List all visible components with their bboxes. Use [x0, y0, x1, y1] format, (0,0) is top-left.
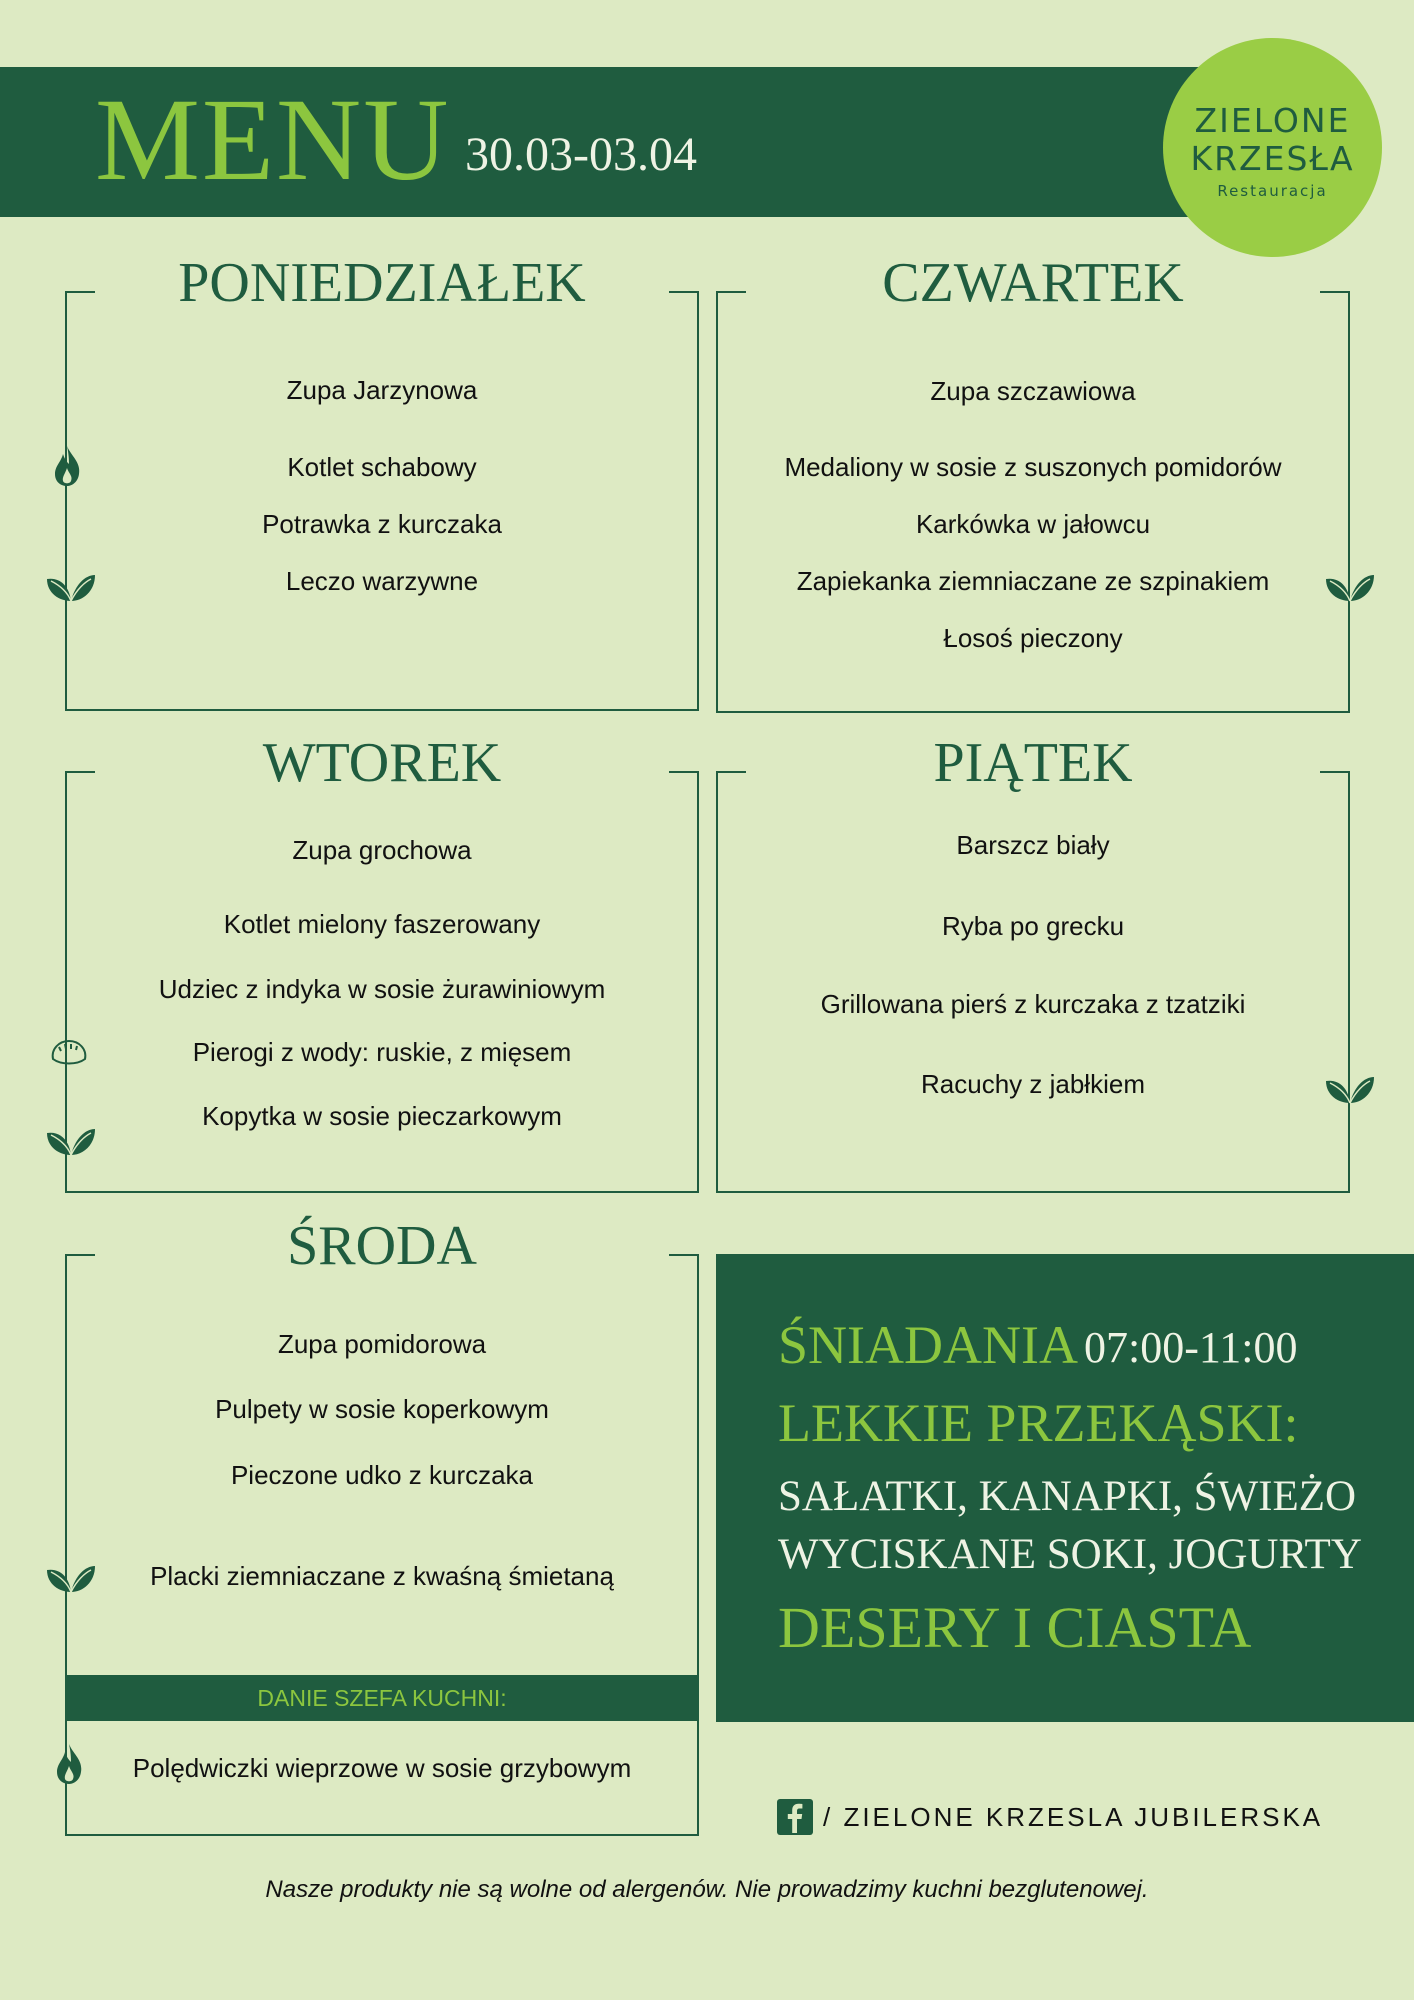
leaf-icon — [1324, 569, 1376, 603]
snacks-label: LEKKIE PRZEKĄSKI: — [778, 1393, 1299, 1453]
allergen-note: Nasze produkty nie są wolne od alergenów. Nie prowadzimy kuchni bezglutenowej. — [265, 1876, 1149, 1903]
thursday-box — [716, 252, 1350, 713]
leaf-icon — [45, 1123, 97, 1157]
wednesday-item: Placki ziemniaczane z kwaśną śmietaną — [150, 1561, 614, 1591]
logo-line-3: Restauracja — [1217, 182, 1328, 200]
thursday-item: Zupa szczawiowa — [930, 376, 1136, 406]
facebook-icon — [777, 1799, 813, 1835]
tuesday-item: Kotlet mielony faszerowany — [223, 909, 541, 939]
restaurant-logo — [1163, 38, 1382, 257]
friday-box — [716, 732, 1350, 1193]
friday-item: Grillowana pierś z kurczaka z tzatziki — [820, 989, 1246, 1019]
tuesday-item: Udziec z indyka w sosie żurawiniowym — [158, 974, 606, 1004]
chef-special-label: DANIE SZEFA KUCHNI: — [67, 1675, 697, 1721]
breakfast-label: ŚNIADANIA — [778, 1315, 1078, 1375]
wednesday-item: Pulpety w sosie koperkowym — [215, 1394, 549, 1424]
thursday-item: Karkówka w jałowcu — [915, 509, 1151, 539]
wednesday-title: ŚRODA — [287, 1215, 477, 1277]
tuesday-title: WTOREK — [262, 732, 502, 794]
wednesday-item: Zupa pomidorowa — [277, 1329, 487, 1359]
friday-title: PIĄTEK — [933, 732, 1133, 794]
snacks-line-1: SAŁATKI, KANAPKI, ŚWIEŻO — [778, 1473, 1357, 1520]
monday-title: PONIEDZIAŁEK — [178, 252, 586, 314]
menu-dates: 30.03-03.04 — [465, 128, 697, 181]
thursday-item: Łosoś pieczony — [943, 623, 1123, 653]
snacks-line-2: WYCISKANE SOKI, JOGURTY — [778, 1531, 1362, 1578]
desserts-label: DESERY I CIASTA — [778, 1595, 1252, 1660]
tuesday-item: Pierogi z wody: ruskie, z mięsem — [192, 1037, 572, 1067]
flame-icon — [51, 444, 83, 488]
social-link[interactable] — [777, 1799, 1323, 1835]
menu-title: MENU — [95, 74, 451, 205]
wednesday-item: Pieczone udko z kurczaka — [230, 1460, 534, 1490]
chef-special-item: Polędwiczki wieprzowe w sosie grzybowym — [132, 1753, 632, 1783]
promo-panel — [716, 1254, 1414, 1722]
monday-item: Leczo warzywne — [285, 566, 479, 596]
friday-item: Barszcz biały — [956, 830, 1110, 860]
tuesday-item: Kopytka w sosie pieczarkowym — [202, 1101, 562, 1131]
social-handle: / ZIELONE KRZESLA JUBILERSKA — [823, 1801, 1324, 1832]
dumpling-icon — [49, 1037, 89, 1067]
wednesday-box — [65, 1215, 699, 1836]
leaf-icon — [1324, 1071, 1376, 1105]
thursday-item: Medaliony w sosie z suszonych pomidorów — [784, 452, 1282, 482]
thursday-title: CZWARTEK — [882, 252, 1184, 314]
monday-box — [65, 252, 699, 711]
monday-item: Zupa Jarzynowa — [286, 375, 478, 405]
breakfast-hours: 07:00-11:00 — [1084, 1323, 1298, 1372]
logo-line-2: KRZESŁA — [1190, 139, 1355, 178]
flame-icon — [53, 1742, 85, 1786]
friday-item: Racuchy z jabłkiem — [921, 1069, 1145, 1099]
thursday-item: Zapiekanka ziemniaczane ze szpinakiem — [796, 566, 1270, 596]
friday-item: Ryba po grecku — [941, 911, 1125, 941]
leaf-icon — [45, 569, 97, 603]
leaf-icon — [45, 1560, 97, 1594]
monday-item: Kotlet schabowy — [287, 452, 477, 482]
tuesday-item: Zupa grochowa — [292, 835, 472, 865]
logo-line-1: ZIELONE — [1194, 101, 1351, 140]
monday-item: Potrawka z kurczaka — [262, 509, 502, 539]
tuesday-box — [65, 732, 699, 1193]
